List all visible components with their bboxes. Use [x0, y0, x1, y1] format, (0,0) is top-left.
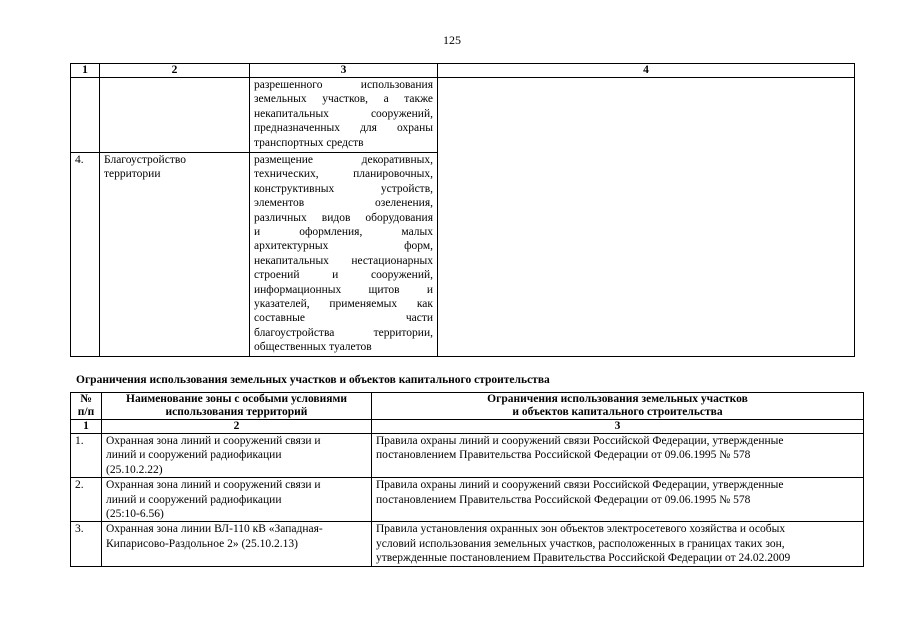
table-header-row	[71, 393, 864, 420]
row-description-cell	[250, 153, 438, 357]
row-extra-cell	[438, 78, 855, 357]
row-number-cell: 2.	[71, 478, 102, 522]
row-description-cell	[250, 78, 438, 153]
description-line: элементов озеленения,	[254, 197, 433, 210]
description-line: земельных участков, а также	[254, 93, 433, 106]
section-title: Ограничения использования земельных участков и объектов капитального строительства	[76, 374, 550, 386]
col-number-3: 3	[250, 64, 438, 78]
row-number-cell: 4.	[71, 153, 100, 357]
table-row-continued	[71, 78, 855, 153]
restrictions-table	[70, 392, 864, 567]
description-line: строений и сооружений,	[254, 269, 433, 282]
row-number-cell: 3.	[71, 522, 102, 566]
header-number: № п/п	[71, 393, 102, 420]
restriction-cell: Правила охраны линий и сооружений связи Российской Федерации, утвержденные постановлением Правительства Российской Федерации от 09.06.1995 № 578	[372, 478, 864, 522]
col-number-2: 2	[102, 420, 372, 434]
description-line: составные части	[254, 312, 433, 325]
row-name-cell	[100, 153, 250, 357]
description-line: благоустройства территории,	[254, 326, 433, 339]
col-number-2: 2	[100, 64, 250, 78]
zone-name-cell: Охранная зона линий и сооружений связи и линий и сооружений радиофикации (25:10-6.56)	[102, 478, 372, 522]
zone-name-cell: Охранная зона линии ВЛ-110 кВ «Западная- Кипарисово-Раздольное 2» (25.10.2.13)	[102, 522, 372, 566]
description-line: архитектурных форм,	[254, 240, 433, 253]
row-name-cell	[100, 78, 250, 153]
description-line: различных видов оборудования	[254, 211, 433, 224]
table-row	[71, 434, 864, 478]
description-line: некапитальных сооружений,	[254, 107, 433, 120]
description-line: и оформления, малых	[254, 226, 433, 239]
description-line: технических, планировочных,	[254, 168, 433, 181]
description-line: предназначенных для охраны	[254, 122, 433, 135]
header-restrictions: Ограничения использования земельных участков и объектов капитального строительства	[372, 393, 864, 420]
restriction-cell: Правила охраны линий и сооружений связи Российской Федерации, утвержденные постановлением Правительства Российской Федерации от 09.06.1995 № 578	[372, 434, 864, 478]
restriction-cell: Правила установления охранных зон объектов электросетевого хозяйства и особых условий использования земельных участков, расположенных в границах таких зон, утвержденные постановлением Правительства Российской Федерации от 24.02.2009	[372, 522, 864, 566]
col-number-1: 1	[71, 64, 100, 78]
description-line: разрешенного использования	[254, 79, 433, 91]
table-row	[71, 522, 864, 566]
header-zone-name: Наименование зоны с особыми условиями использования территорий	[102, 393, 372, 420]
zone-name-cell: Охранная зона линий и сооружений связи и линий и сооружений радиофикации (25.10.2.22)	[102, 434, 372, 478]
description-line: общественных туалетов	[254, 341, 372, 354]
name-line: Благоустройство	[104, 154, 186, 166]
zones-table-continued	[70, 63, 855, 357]
table-row	[71, 478, 864, 522]
column-number-row	[71, 420, 864, 434]
description-line: некапитальных нестационарных	[254, 254, 433, 267]
row-number-cell	[71, 78, 100, 153]
description-line: информационных щитов и	[254, 283, 433, 296]
col-number-1: 1	[71, 420, 102, 434]
name-line: территории	[104, 168, 161, 181]
column-number-row	[71, 64, 855, 78]
col-number-3: 3	[372, 420, 864, 434]
row-number-cell: 1.	[71, 434, 102, 478]
description-line: транспортных средств	[254, 136, 364, 149]
description-line: указателей, применяемых как	[254, 298, 433, 311]
description-line: конструктивных устройств,	[254, 182, 433, 195]
col-number-4: 4	[438, 64, 855, 78]
page-number: 125	[443, 33, 461, 47]
description-line: размещение декоративных,	[254, 154, 433, 166]
